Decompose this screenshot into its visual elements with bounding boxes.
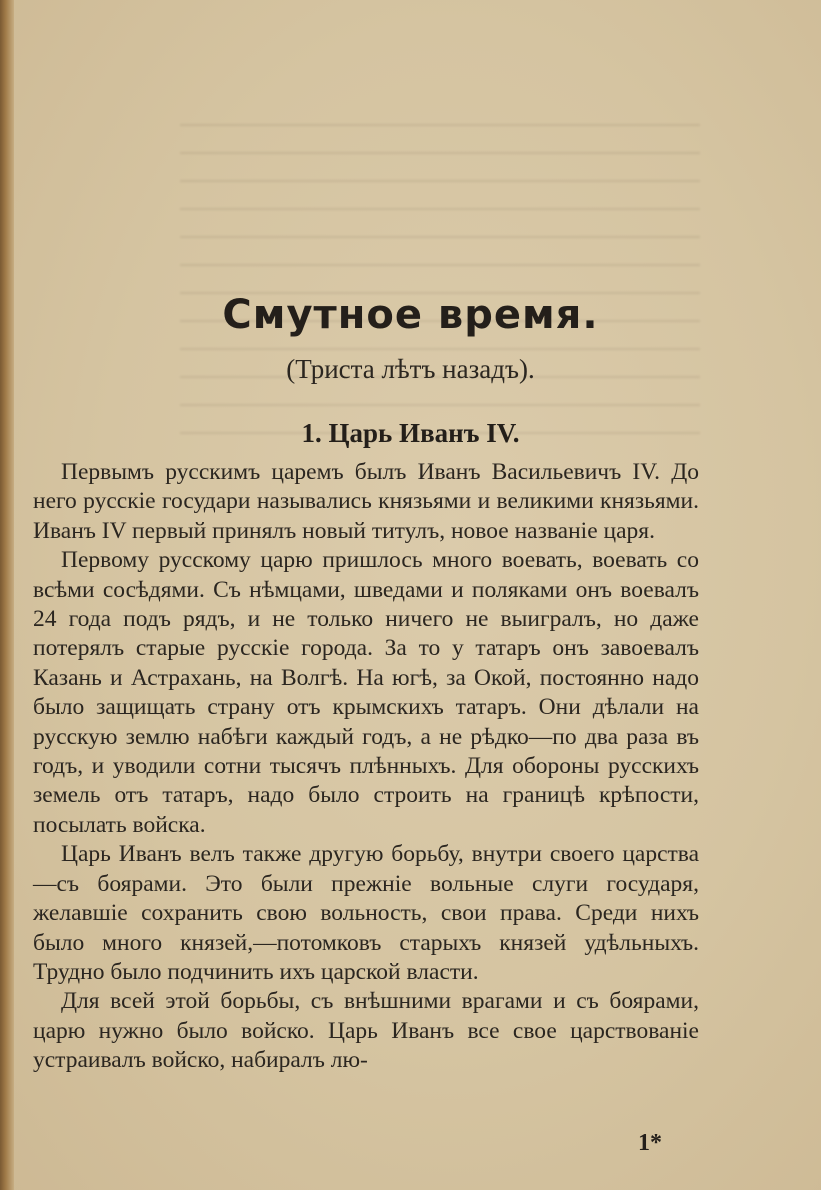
section-title: 1. Царь Иванъ IV. [301,418,520,448]
paragraph-4: Для всей этой борьбы, съ внѣшними врагами и съ боярами, царю нужно было войско. Царь Иванъ все свое царствованіе устраивалъ войско, набиралъ лю- [33,988,699,1074]
show-through-texture [180,110,700,440]
chapter-title: Смутное время. [222,292,599,338]
paragraph-2: Первому русскому царю пришлось много воевать, воевать со всѣми сосѣдями. Съ нѣмцами, шведами и поляками онъ воевалъ 24 года подъ рядъ, и не только ничего не выигралъ, но даже потерялъ старые русскіе города. За то у татаръ онъ завоевалъ Казань и Астрахань, на Волгѣ. На югѣ, за Окой, постоянно надо было защищать страну отъ крымскихъ татаръ. Они дѣлали на русскую землю набѣги каждый годъ, а не рѣдко—по два раза въ годъ, и уводили сотни тысячъ плѣнныхъ. Для обороны русскихъ земель отъ татаръ, надо было строить на границѣ крѣпости, посылать войска. [33,547,699,838]
page-number: 1* [638,1130,662,1156]
page-spine-edge [0,0,14,1190]
body-text [33,458,699,1076]
paragraph-3: Царь Иванъ велъ также другую борьбу, внутри своего царства—съ боярами. Это были прежніе вольные слуги государя, желавшіе сохранить свою вольность, свои права. Среди нихъ было много князей,—потомковъ старыхъ князей удѣльныхъ. Трудно было подчинить ихъ царской власти. [33,841,699,985]
paragraph-1: Первымъ русскимъ царемъ былъ Иванъ Васильевичъ IV. До него русскіе государи назывались князьями и великими князьями. Иванъ IV первый принялъ новый титулъ, новое названіе царя. [33,459,699,544]
chapter-subtitle: (Триста лѣтъ назадъ). [286,354,535,384]
